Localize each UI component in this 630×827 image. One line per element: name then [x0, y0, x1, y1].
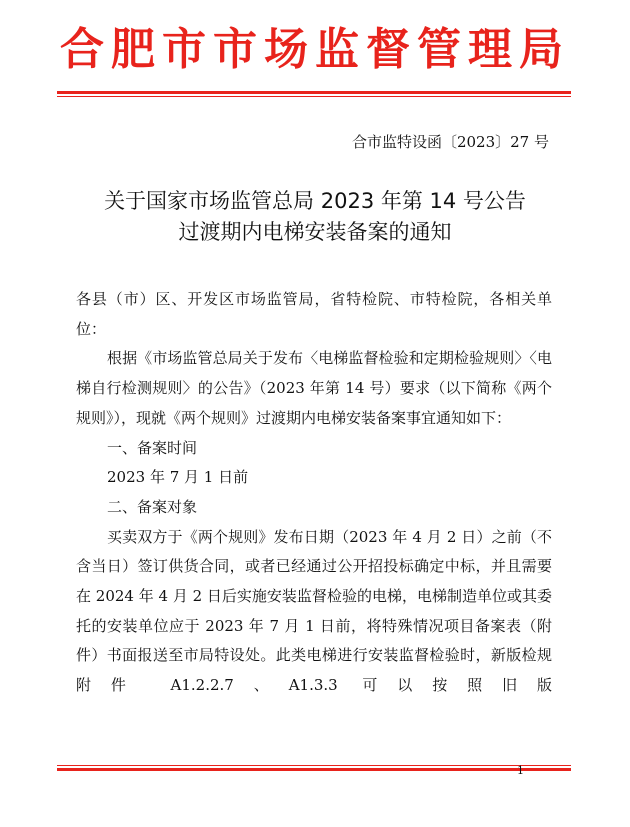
section-text-time: 2023 年 7 月 1 日前: [107, 468, 249, 487]
footer-red-rule-thin: [57, 765, 571, 766]
document-title: [0, 186, 630, 248]
page-number: 1: [517, 764, 524, 777]
footer-red-rule-thick: [57, 768, 571, 771]
document-body: [76, 285, 552, 701]
section-heading-object: 二、备案对象: [107, 497, 198, 516]
masthead-red-rule-thin: [57, 96, 571, 97]
masthead-red-rule-thick: [57, 91, 571, 94]
title-line-1: 关于国家市场监管总局 2023 年第 14 号公告: [104, 189, 526, 213]
salutation: 各县（市）区、开发区市场监管局，省特检院、市特检院，各相关单位：: [76, 290, 552, 338]
object-paragraph: 买卖双方于《两个规则》发布日期（2023 年 4 月 2 日）之前（不含当日）签订供货合同，或者已经通过公开招投标确定中标，并且需要在 2024 年 4 月 2 日后实施安装监督检验的电梯，电梯制造单位或其委托的安装单位应于 2023 年 7 月 1 日前，将特殊情况项目备案表（附件）书面报送至市局特设处。此类电梯进行安装监督检验时，新版检规附件 A1.2.2.7、A1.3.3 可以按照旧版: [76, 527, 552, 695]
intro-paragraph: 根据《市场监管总局关于发布〈电梯监督检验和定期检验规则〉〈电梯自行检测规则〉的公告》（2023 年第 14 号）要求（以下简称《两个规则》），现就《两个规则》过渡期内电梯安装备案事宜通知如下：: [76, 349, 552, 427]
title-line-2: 过渡期内电梯安装备案的通知: [178, 220, 452, 244]
document-number: 合市监特设函〔2023〕27 号: [351, 133, 549, 151]
masthead-agency-name: 合肥市市场监督管理局: [60, 24, 570, 75]
section-heading-time: 一、备案时间: [107, 438, 198, 457]
